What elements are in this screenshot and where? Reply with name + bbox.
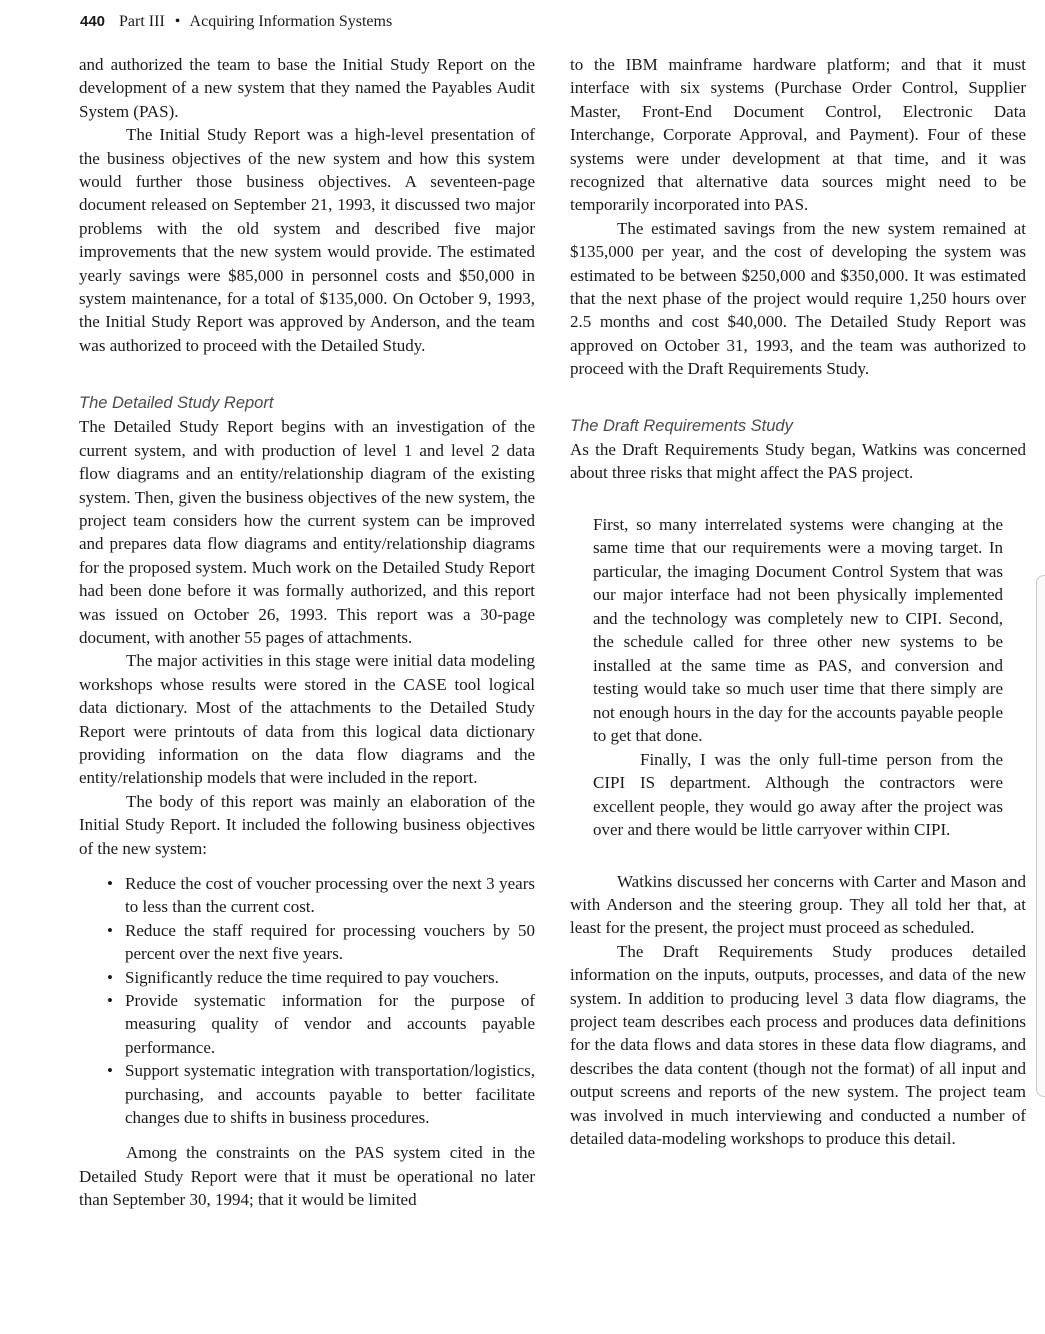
paragraph: As the Draft Requirements Study began, Watkins was concerned about three risks that might affect the PAS project. [570,439,1026,483]
list-item: • Reduce the staff required for processing vouchers by 50 percent over the next five years. [125,919,535,966]
section-heading-draft-requirements: The Draft Requirements Study [570,416,793,435]
paragraph: and authorized the team to base the Initial Study Report on the development of a new system that they named the Payables Audit System (PAS). [79,55,535,121]
paragraph: Among the constraints on the PAS system cited in the Detailed Study Report were that it must be operational no later than September 30, 1994; that it would be limited [79,1143,535,1210]
quote-paragraph: Finally, I was the only full-time person from the CIPI IS department. Although the contractors were excellent people, they would go away after the project was over and there would be little carryover within CIPI. [593,749,1003,839]
section-title: Acquiring Information Systems [189,13,393,30]
paragraph: The body of this report was mainly an elaboration of the Initial Study Report. It included the following business objectives of the new system: [79,791,535,858]
page-edge-scroll-handle[interactable] [1036,575,1045,1097]
list-item: • Reduce the cost of voucher processing over the next 3 years to less than the current cost. [125,872,535,919]
right-column [570,53,1026,1150]
section-heading-detailed-study: The Detailed Study Report [79,394,274,413]
list-item: • Significantly reduce the time required to pay vouchers. [125,966,535,989]
paragraph: The Initial Study Report was a high-level presentation of the business objectives of the new system and how this system would further those business objectives. A seventeen-page document released on September 21, 1993, it discussed two major problems with the old system and described five major improvements that the new system would provide. The estimated yearly savings were $85,000 in personnel costs and $50,000 in system maintenance, for a total of $135,000. On October 9, 1993, the Initial Study Report was approved by Anderson, and the team was authorized to proceed with the Detailed Study. [79,125,535,355]
page-number: 440 [80,13,106,30]
quote-paragraph: First, so many interrelated systems were changing at the same time that our requirements were a moving target. In particular, the imaging Document Control System that was our major interface had not been physically implemented and the technology was completely new to CIPI. Second, the schedule called for three other new systems to be installed at the same time as PAS, and conversion and testing would take so much user time that there simply are not enough hours in the day for the accounts payable people to get that done. [593,514,1003,745]
left-column [79,53,535,1212]
running-header [80,12,392,32]
paragraph: The Draft Requirements Study produces detailed information on the inputs, outputs, processes, and data of the new system. In addition to producing level 3 data flow diagrams, the project team describes each process and produces data definitions for the data flows and data stores in these data flow diagrams, and describes the data content (though not the format) of all input and output screens and reports of the new system. The project team was involved in much interviewing and conducted a number of detailed data-modeling workshops to produce this detail. [570,941,1026,1148]
paragraph: The Detailed Study Report begins with an investigation of the current system, and with production of level 1 and level 2 data flow diagrams and an entity/relationship diagram of the existing system. Then, given the business objectives of the new system, the project team considers how the current system can be improved and prepares data flow diagrams and entity/relationship diagrams for the proposed system. Much work on the Detailed Study Report had been done before it was formally authorized, and this report was issued on October 26, 1993. This report was a 30-page document, with another 55 pages of attachments. [79,417,535,647]
paragraph: The estimated savings from the new system remained at $135,000 per year, and the cost of developing the system was estimated to be between $250,000 and $350,000. It was estimated that the next phase of the project would require 1,250 hours over 2.5 months and cost $40,000. The Detailed Study Report was approved on October 31, 1993, and the team was authorized to proceed with the Draft Requirements Study. [570,218,1026,379]
header-bullet: • [174,13,181,30]
paragraph: The major activities in this stage were initial data modeling workshops whose results were stored in the CASE tool logical data dictionary. Most of the attachments to the Detailed Study Report were printouts of data from this logical data dictionary providing information on the data flow diagrams and the entity/relationship models that were included in the report. [79,651,535,788]
list-item: • Provide systematic information for the purpose of measuring quality of vendor and accounts payable performance. [125,989,535,1059]
part-label: Part III [119,13,165,30]
list-item: • Support systematic integration with transportation/logistics, purchasing, and accounts payable to better facilitate changes due to shifts in business procedures. [125,1059,535,1129]
paragraph: to the IBM mainframe hardware platform; and that it must interface with six systems (Purchase Order Control, Supplier Master, Front-End Document Control, Electronic Data Interchange, Corporate Approval, and Payment). Four of these systems were under development at that time, and it was recognized that alternative data sources might need to be temporarily incorporated into PAS. [570,55,1026,215]
block-quote [593,513,1003,842]
objectives-list [79,872,535,1129]
paragraph: Watkins discussed her concerns with Carter and Mason and with Anderson and the steering group. They all told her that, at least for the present, the project must proceed as scheduled. [570,871,1026,938]
